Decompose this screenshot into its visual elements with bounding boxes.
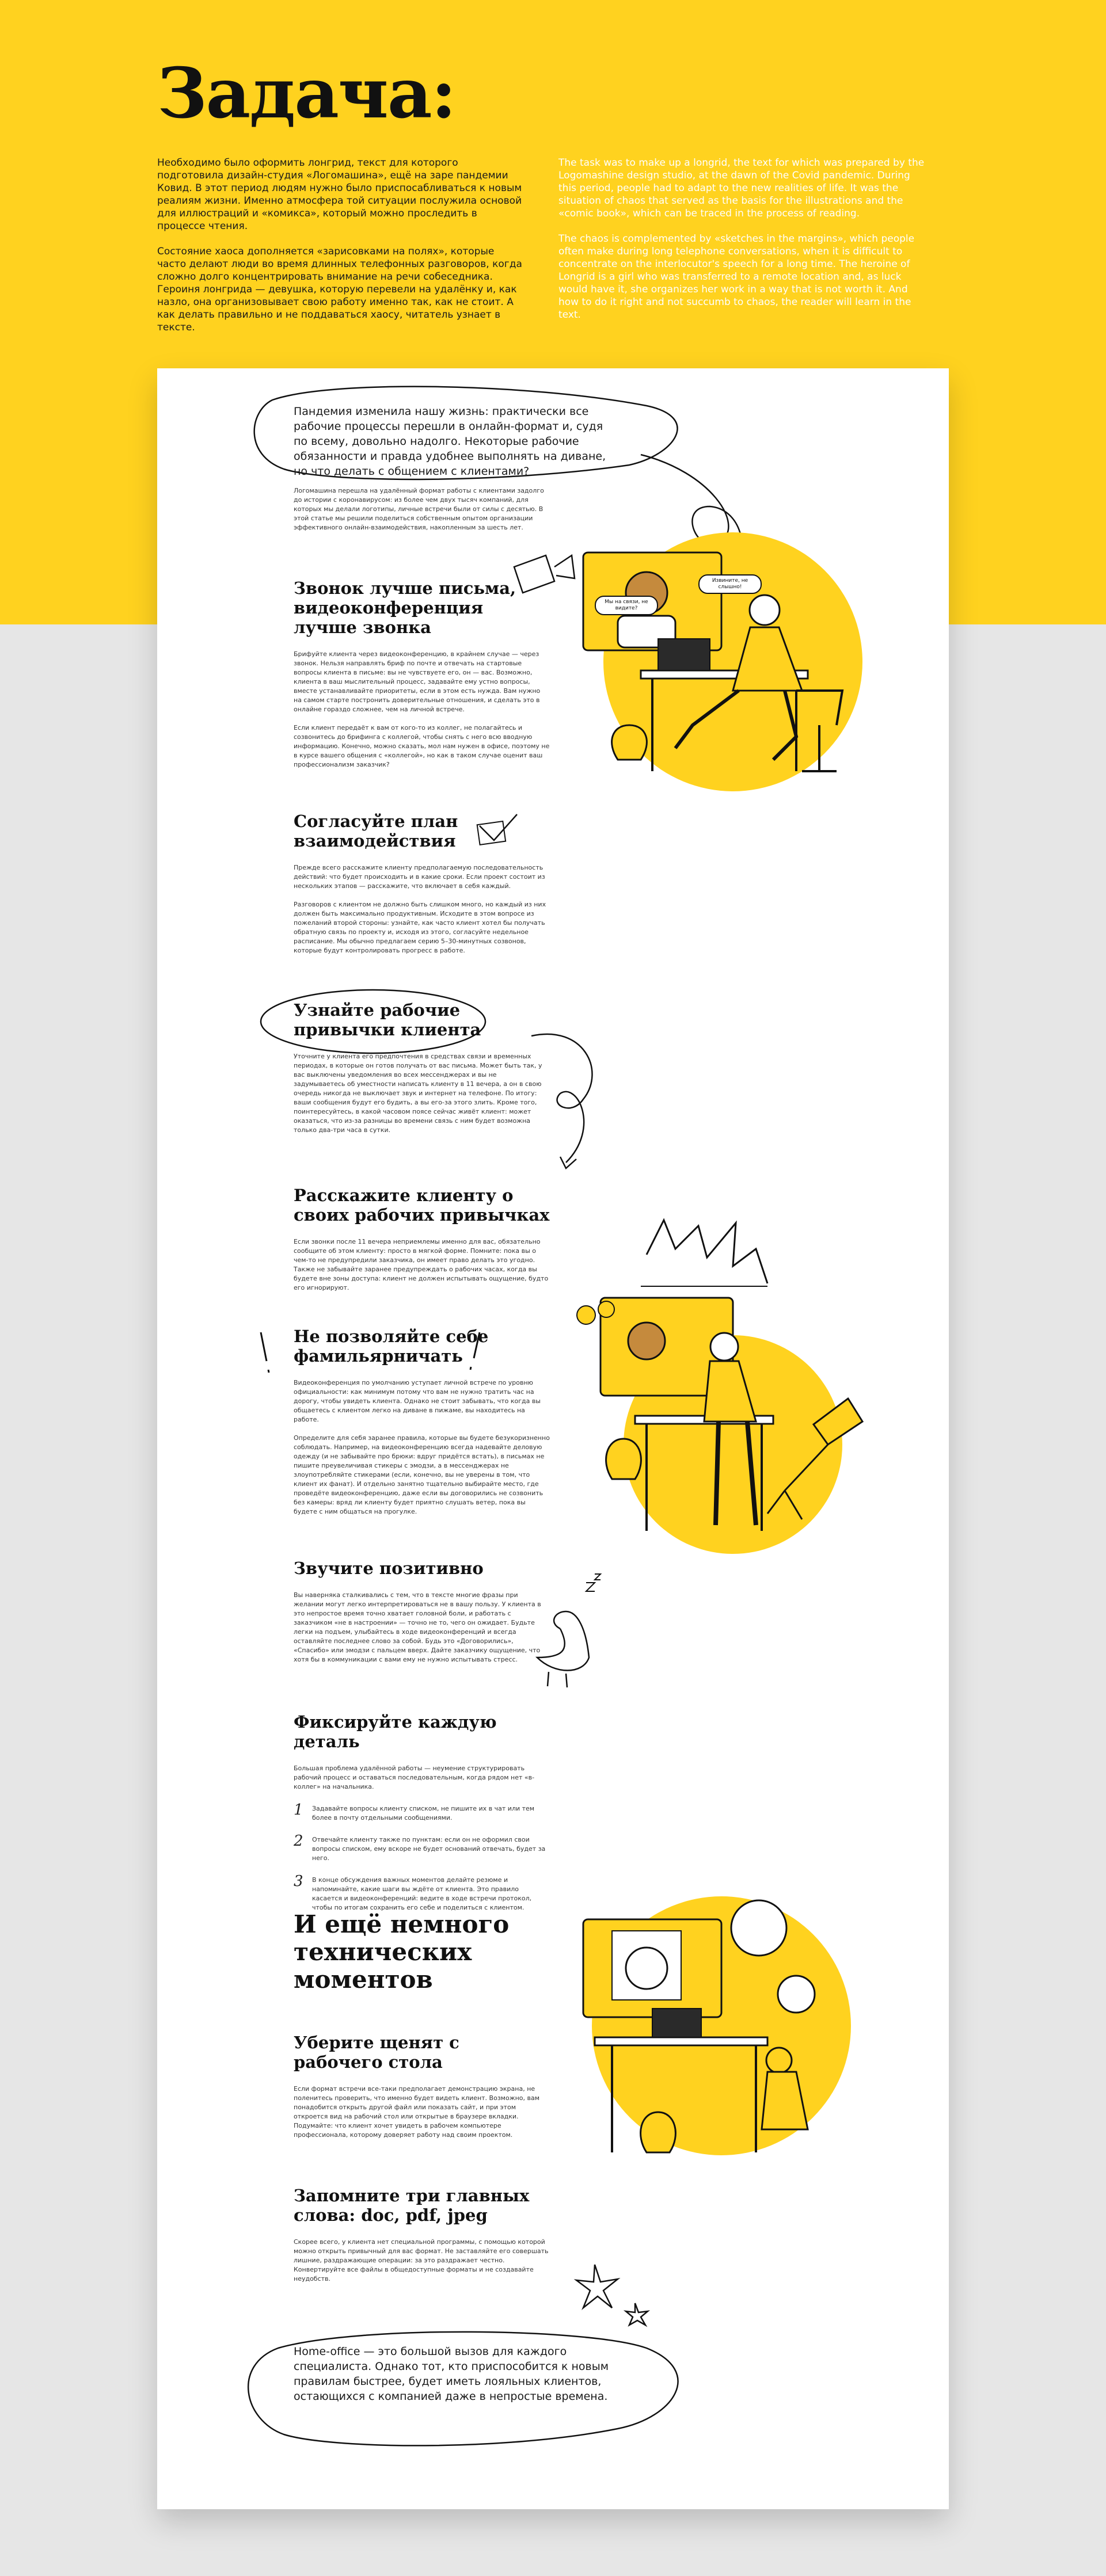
avatar-man — [731, 1900, 786, 1956]
task-description-ru — [157, 157, 526, 346]
section-title: И ещё немного технических моментов — [294, 1910, 510, 1994]
woman-head — [766, 2048, 792, 2073]
section-details — [294, 1712, 550, 1925]
list-item — [294, 1801, 550, 1823]
tangle-doodle — [778, 1976, 815, 2013]
longread-page — [157, 368, 949, 2509]
list-item — [294, 1832, 550, 1863]
list-number: 1 — [294, 1801, 303, 1819]
list-item-text: Задавайте вопросы клиенту списком, не пишите их в чат или тем более в почту отдельными сообщениями. — [312, 1805, 535, 1822]
section-title: Не позволяйте себе фамильярничать — [294, 1327, 489, 1366]
desk — [595, 2037, 767, 2045]
list-number: 2 — [294, 1832, 303, 1850]
task-description-en — [558, 157, 927, 334]
speech-bubble: Мы на связи, не видите? — [595, 596, 658, 615]
section-paragraph: Скорее всего, у клиента нет специальной программы, с помощью которой можно открыть привычный для вас формат. Не заставляйте его совершать лишние, раздражающие операции: за это раздражает честно. Конвертируйте все файлы в общедоступные форматы и не создавайте неудобств. — [294, 2238, 549, 2282]
list-item-text: Отвечайте клиенту также по пунктам: если он не оформил свои вопросы списком, ему вскоре не будет оснований отвечать, будет за него. — [312, 1836, 546, 1862]
section-title: Расскажите клиенту о своих рабочих привычках — [294, 1186, 550, 1225]
section-title: Звучите позитивно — [294, 1558, 484, 1578]
section-plan — [294, 811, 550, 965]
section-title: Уберите щенят с рабочего стола — [294, 2033, 459, 2072]
avatar-man — [628, 1323, 665, 1359]
star-doodle — [626, 2303, 648, 2325]
numbered-list — [294, 1801, 550, 1912]
hero-title: Задача: — [157, 53, 455, 134]
section-tech — [294, 1911, 550, 2017]
reaction-icon — [577, 1306, 595, 1324]
section-formats — [294, 2186, 550, 2293]
section-paragraph: Вы наверняка сталкивались с тем, что в тексте многие фразы при желании могут легко интерпретироваться не в вашу пользу. У клиента в это непростое время точно хватает головной боли, и работать с заказчиком «не в настроении» — точно не то, чего он ожидает. Будьте легки на подъем, улыбайтесь в ходе видеоконференций и всегда оставляйте последнее слово за собой. Будь это «Договорились», «Спасибо» или эмодзи с пальцем вверх. Дайте заказчику ощущение, что хотя бы в коммуникации с вами ему не нужно испытывать стресс. — [294, 1591, 541, 1663]
task-paragraph: Необходимо было оформить лонгрид, текст для которого подготовила дизайн-студия «Логомашина», ещё на заре пандемии Ковид. В этот период людям нужно было приспосабливаться к новым реалиям жизни. Именно атмосфера той ситуации послужила основой для иллюстраций и «комикса», который можно проследить в процессе чтения. — [157, 157, 522, 232]
illustration-cat-screen — [583, 1896, 851, 2155]
illustration-video-call — [514, 532, 862, 791]
section-familiarity — [294, 1327, 550, 1526]
section-title: Запомните три главных слова: doc, pdf, jpeg — [294, 2186, 530, 2225]
lead-paragraph: Пандемия изменила нашу жизнь: практически все рабочие процессы перешли в онлайн-формат и, судя по всему, довольно надолго. Некоторые рабочие обязанности и правда удобнее выполнять на диване, но что делать с общением с клиентами? — [294, 405, 606, 478]
section-video-call — [294, 578, 550, 779]
section-paragraph: Если клиент передаёт к вам от кого-то из коллег, не полагайтесь и созвонитесь до брифинга с коллегой, чтобы снять с него всю вводную информацию. Конечно, можно сказать, мол нам нужен в офисе, поэтому не в курсе вашего общения с «коллегой», но как в таком случае оценит ваш профессионализм заказчик? — [294, 724, 550, 768]
section-paragraph: Если звонки после 11 вечера неприемлемы именно для вас, обязательно сообщите об этом клиенту: просто в мягкой форме. Помните: пока вы о чем-то не предупредили заказчика, он имеет право делать это угодно. Также не забывайте заранее предупреждать о рабочих часах, когда вы будете вне зоны доступа: клиент не должен испытывать ощущение, будто его игнорируют. — [294, 1238, 549, 1291]
section-title: Звонок лучше письма, видеоконференция лучше звонка — [294, 578, 516, 637]
intro-paragraph: Логомашина перешла на удалённый формат работы с клиентами задолго до истории с коронавирусом: из более чем двух тысяч компаний, для которых мы делали логотипы, личные встречи были от силы с десятью. В этой статье мы решили поделиться собственным опытом организации эффективного онлайн-взаимодействия, накопленным за шесть лет. — [294, 487, 544, 531]
illustrations — [157, 368, 949, 2509]
cat — [606, 1439, 641, 1479]
section-paragraph: Брифуйте клиента через видеоконференцию, в крайнем случае — через звонок. Нельзя направлять бриф по почте и отвечать на стартовые вопросы клиента в письме: вы не чувствуете его, он — вас. Возможно, клиента в ваш мыслительный процесс, задавайте ему устно вопросы, вместе устанавливайте приоритеты, если в этом есть нужда. Вам нужно на самом старте постронить доверительные отношения, и сделать это в онлайне гораздо сложнее, чем на личной встрече. — [294, 650, 541, 713]
section-own-habits — [294, 1186, 550, 1302]
section-positive — [294, 1558, 550, 1674]
section-paragraph: Прежде всего расскажите клиенту предполагаемую последовательность действий: что будет происходить и в какие сроки. Если проект состоит из нескольких этапов — расскажите, что включает в себя каждый. — [294, 864, 545, 890]
section-title: Узнайте рабочие привычки клиента — [294, 1000, 481, 1039]
section-paragraph: Большая проблема удалённой работы — неумение структурировать рабочий процесс и оставаться последовательным, когда рядом нет «в-коллег» на начальника. — [294, 1765, 535, 1790]
section-title: Согласуйте план взаимодействия — [294, 811, 458, 851]
section-paragraph: Определите для себя заранее правила, которые вы будете безукоризненно соблюдать. Например, на видеоконференцию всегда надевайте деловую одежду (и не забывайте про брюки: вдруг придётся встать), в письмах не пишите преувеличивая стикеры с эмодзи, а в мессенджерах не злоупотребляйте стикерами (если, конечно, вы не уверены в том, что клиент их фанат). И отдельно занятно тщательно выбирайте место, где проведёте видеоконференцию, даже если вы договорились не созвонить без камеры: вряд ли клиенту будет приятно слушать ветер, пока вы будете с ним общаться на прогулке. — [294, 1434, 550, 1515]
intro-block — [294, 486, 550, 542]
woman-head — [710, 1333, 738, 1361]
section-paragraph: Если формат встречи все-таки предполагает демонстрацию экрана, не поленитесь проверить, что именно будет видеть клиент. Возможно, вам понадобится открыть другой файл или показать сайт, и при этом откроется вид на рабочий стол или открытые в браузере вкладки. Подумайте: что клиент хочет увидеть в рабочем компьютере профессионала, которому доверяет работу над своим проектом. — [294, 2085, 540, 2139]
outro-paragraph: Home-office — это большой вызов для каждого специалиста. Однако тот, кто приспособится к новым правилам быстрее, будет иметь лояльных клиентов, остающихся с компанией даже в непростые времена. — [294, 2345, 609, 2403]
section-title: Фиксируйте каждую деталь — [294, 1712, 497, 1751]
star-doodle — [576, 2265, 618, 2308]
crown-doodle — [647, 1220, 767, 1283]
section-client-habits — [294, 1000, 550, 1144]
task-paragraph: The chaos is complemented by «sketches in the margins», which people often make during long telephone conversations, when it is difficult to concentrate on the interlocutor's speech for a long time. The heroine of Longrid is a girl who was transferred to a remote location and, as luck would have it, she organizes her work in a way that is not worth it. And how to do it right and not succumb to chaos, the reader will learn in the text. — [558, 233, 915, 321]
cat-face — [626, 1948, 667, 1989]
list-item-text: В конце обсуждения важных моментов делайте резюме и напоминайте, какие шаги вы ждёте от клиента. Это правило касается и видеоконференций: ведите в ходе встречи протокол, чтобы по итогам сохранить его себе и поделиться с клиентом. — [312, 1876, 532, 1911]
list-item — [294, 1873, 550, 1912]
list-number: 3 — [294, 1873, 303, 1890]
woman-head — [750, 595, 780, 625]
task-paragraph: Состояние хаоса дополняется «зарисовками на полях», которые часто делают люди во время длинных телефонных разговоров, когда сложно долго концентрировать внимание на речи собеседника. Героиня лонгрида — девушка, которую перевели на удалёнку и, как назло, она организовывает свою работу именно так, как не стоит. А как делать правильно и не поддаваться хаосу, читатель узнает в тексте. — [157, 246, 522, 333]
laptop — [658, 639, 710, 670]
section-desktop — [294, 2033, 550, 2149]
cat — [612, 725, 647, 760]
laptop — [652, 2009, 701, 2037]
task-paragraph: The task was to make up a longrid, the text for which was prepared by the Logomashine design studio, at the dawn of the Covid pandemic. During this period, people had to adapt to the new realities of life. It was the situation of chaos that served as the basis for the illustrations and the «comic book», which can be traced in the process of reading. — [558, 157, 925, 219]
speech-bubble: Извините, не слышно! — [698, 574, 762, 594]
cat — [641, 2112, 676, 2152]
section-paragraph: Уточните у клиента его предпочтения в средствах связи и временных периодах, в которые он готов получать от вас письма. Может быть так, у вас выключены уведомления во всех мессенджерах и вы не задумываетесь об уместности написать клиенту в 11 вечера, а он в свою очередь никогда не выключает звук и интернет на телефоне. По итогу: ваши сообщения будут его будить, а вы его-за этого злить. Кроме того, поинтересуйтесь, в какой часовом поясе сейчас живёт клиент: может оказаться, что из-за разницы во времени связь с ним будет возможна только два-три часа в сутки. — [294, 1053, 542, 1134]
exclamation-doodle — [261, 1332, 269, 1373]
reaction-icon — [598, 1301, 614, 1317]
section-paragraph: Видеоконференция по умолчанию уступает личной встрече по уровню официальности: как минимум потому что вам не нужно тратить час на дорогу, чтобы увидеть клиента. Однако не стоит забывать, что когда вы общаетесь с клиентом легко на диване в пижаме, вы находитесь на работе. — [294, 1379, 541, 1423]
section-paragraph: Разговоров с клиентом не должно быть слишком много, но каждый из них должен быть максимально продуктивным. Исходите в этом вопросе из пожеланий второй стороны: узнайте, как часто клиент хотел бы получать обратную связь по проекту и, исходя из этого, согласуйте недельное расписание. Мы обычно предлагаем серию 5–30-минутных созвонов, которые будут контролировать прогресс в работе. — [294, 901, 546, 954]
illustration-standing-desk — [577, 1298, 862, 1554]
